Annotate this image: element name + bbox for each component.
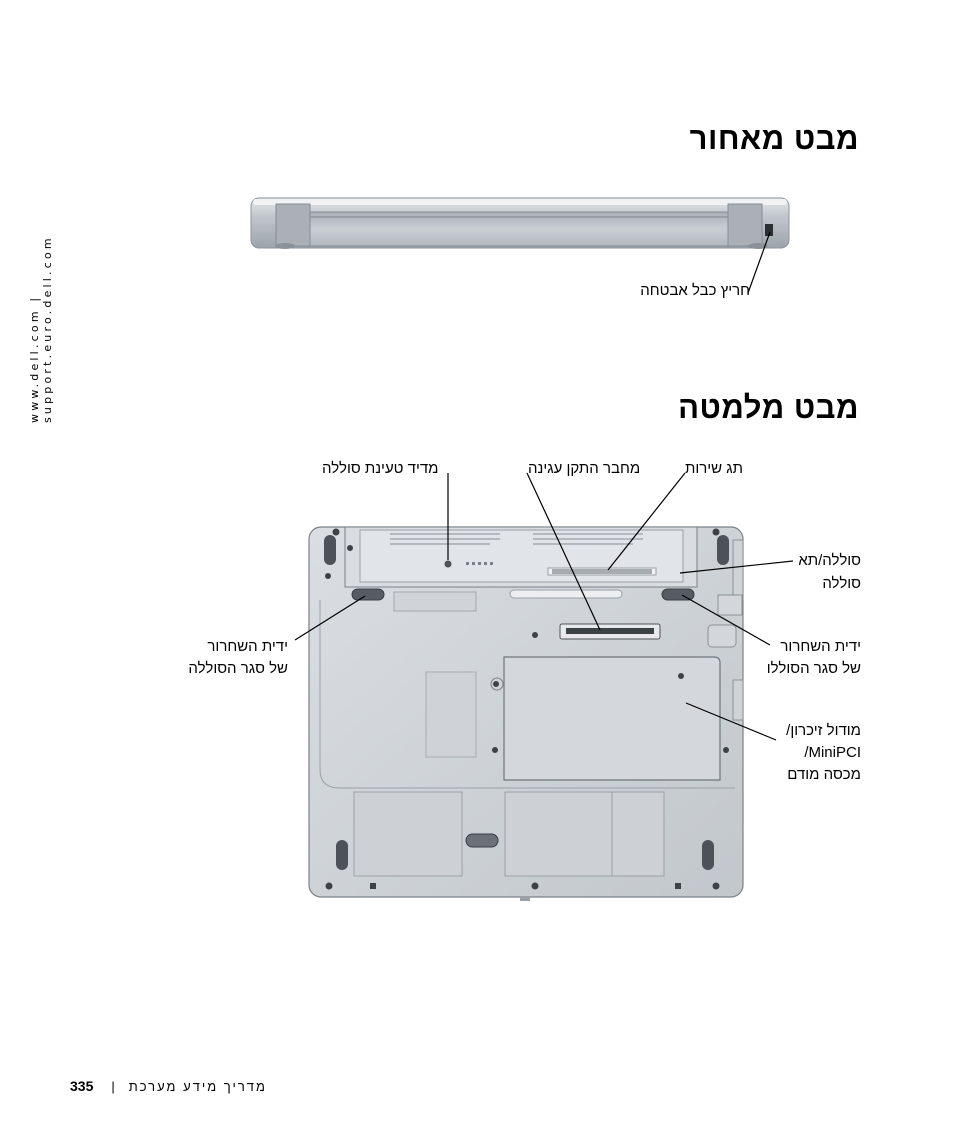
memory-cover bbox=[504, 657, 720, 780]
laptop-bottom-chassis bbox=[309, 527, 743, 901]
label-battery-bay-line2: סוללה bbox=[822, 575, 861, 592]
bottom-view-title: מבט מלמטה bbox=[678, 390, 859, 425]
label-security-slot: חריץ כבל אבטחה bbox=[640, 282, 750, 299]
label-service-tag: תג שירות bbox=[685, 460, 743, 477]
page-number: 335 bbox=[70, 1078, 94, 1094]
footer-separator: | bbox=[111, 1078, 115, 1094]
battery-gauge-button bbox=[445, 561, 452, 568]
label-latch-right-line1: ידית השחרור bbox=[780, 638, 861, 655]
label-memory-cover-line1: מודול זיכרון/ bbox=[786, 722, 861, 739]
label-battery-bay-line1: סוללה/תא bbox=[798, 552, 861, 569]
label-latch-left-line2: של סגר הסוללה bbox=[188, 660, 288, 677]
service-tag-barcode bbox=[548, 568, 656, 575]
label-docking-connector: מחבר התקן עגינה bbox=[528, 460, 641, 477]
back-view-title: מבט מאחור bbox=[689, 121, 859, 156]
footer-title: מדריך מידע מערכת bbox=[128, 1078, 267, 1094]
label-memory-cover-line3: מכסה מודם bbox=[787, 766, 861, 783]
label-latch-left-line1: ידית השחרור bbox=[207, 638, 288, 655]
sidebar-url: www.dell.com | support.euro.dell.com bbox=[28, 235, 54, 423]
label-latch-right-line2: של סגר הסוללו bbox=[766, 660, 861, 677]
battery-latch-left bbox=[352, 589, 384, 600]
battery-latch-right bbox=[662, 589, 694, 600]
label-battery-gauge: מדיד טעינת סוללה bbox=[322, 460, 439, 477]
page-footer bbox=[70, 1078, 267, 1094]
label-memory-cover-line2: /MiniPCI bbox=[804, 744, 861, 761]
